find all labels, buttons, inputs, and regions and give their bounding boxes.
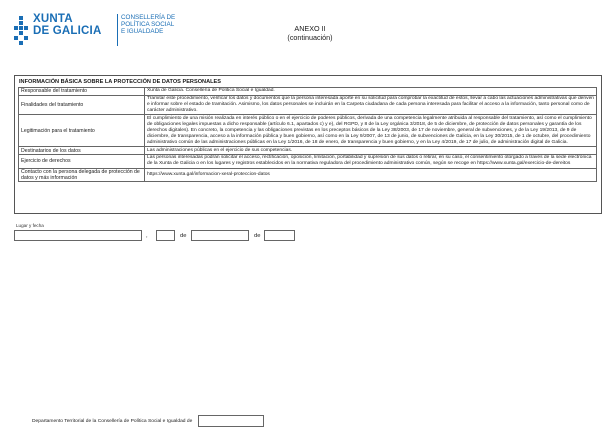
footer-department-field[interactable] xyxy=(198,415,264,427)
place-date-label: Lugar y fecha xyxy=(16,223,44,228)
place-field[interactable] xyxy=(14,230,142,241)
row-header: Contacto con la persona delegada de protección de datos y más información xyxy=(19,168,145,182)
logo-dept-line: POLÍTICA SOCIAL xyxy=(121,21,175,29)
row-header: Finalidades del tratamiento xyxy=(19,95,145,115)
data-protection-table xyxy=(18,87,597,182)
row-value: Xunta de Galicia. Consellería de Política Social e Igualdad. xyxy=(145,88,597,96)
logo-line-xunta: XUNTA xyxy=(33,13,73,25)
table-row xyxy=(19,154,597,168)
row-value: Las personas interesadas podrán solicitar el acceso, rectificación, oposición, limitación, portabilidad y supresión de sus datos o retirar, en su caso, el consentimiento otorgado a través de la sede electrónica de la Xunta de Galicia o en los lugares y registros establecidos en la normativa reguladora del procedimiento administrativo común, según se recoge en https://www.xunta.gal/exercicio-de-dereitos xyxy=(145,154,597,168)
table-row xyxy=(19,115,597,147)
data-protection-section xyxy=(14,75,602,214)
annex-heading xyxy=(230,24,390,42)
day-field[interactable] xyxy=(156,230,175,241)
row-header: Ejercicio de derechos xyxy=(19,154,145,168)
logo-department xyxy=(121,14,175,36)
xunta-cross-icon xyxy=(14,16,28,46)
table-row xyxy=(19,95,597,115)
row-header: Legitimación para el tratamiento xyxy=(19,115,145,147)
table-row xyxy=(19,147,597,155)
month-field[interactable] xyxy=(191,230,249,241)
table-row xyxy=(19,168,597,182)
footer-department-label: Departamento Territorial de la Consellería de Política Social e Igualdad de xyxy=(32,419,193,424)
logo-divider xyxy=(117,14,118,46)
row-header: Destinatarios de los datos xyxy=(19,147,145,155)
comma-separator: , xyxy=(146,233,148,239)
annex-subtitle: (continuación) xyxy=(287,33,333,42)
annex-title: ANEXO II xyxy=(294,24,326,33)
year-field[interactable] xyxy=(264,230,295,241)
xunta-logo xyxy=(14,13,176,50)
row-value: Las administraciones públicas en el ejercicio de sus competencias. xyxy=(145,147,597,155)
table-row xyxy=(19,88,597,96)
logo-line-galicia: DE GALICIA xyxy=(33,25,102,37)
logo-dept-line: CONSELLERÍA DE xyxy=(121,14,176,21)
row-header: Responsable del tratamiento xyxy=(19,88,145,96)
de-separator-1: de xyxy=(180,233,187,239)
de-separator-2: de xyxy=(254,233,261,239)
data-protection-title: INFORMACIÓN BÁSICA SOBRE LA PROTECCIÓN DE DATOS PERSONALES xyxy=(19,79,222,85)
row-value: https://www.xunta.gal/informacion-xeral-proteccion-datos xyxy=(145,168,597,182)
logo-dept-line: E IGUALDADE xyxy=(121,28,164,36)
row-value: Tramitar este procedimiento, verificar los datos y documentos que la persona interesada aporte en su solicitud para comprobar la exactitud de estos, llevar a cabo las actuaciones administrativas que deriven e informar sobre el estado de tramitación. Asimismo, los datos personales se incluirán en la Carpeta ciudadana de cada persona interesada para facilitar el acceso a la información, tanto personal como de carácter administrativo. xyxy=(145,95,597,115)
row-value: El cumplimiento de una misión realizada en interés público o en el ejercicio de poderes públicos, derivada de una competencia legalmente atribuida al responsable del tratamiento, así como el cumplimiento de obligaciones legales impuestas a dicho responsable (artículo 6.1, apartados c) y e), del RGPD, y 8 de la Ley orgánica 3/2018, de 5 de diciembre, de protección de datos personales y garantía de los derechos digitales). En concreto, la competencia y las obligaciones previstas en los preceptos básicos de la Ley 38/2003, de 17 de noviembre, general de subvenciones, y de la Ley 19/2013, de 9 de diciembre, de transparencia, acceso a la información pública y buen gobierno, así como en la Ley 9/2007, de 13 de junio, de subvenciones de Galicia, en la Ley 30/2015, de 1 de octubre, del procedimiento administrativo común de las administraciones públicas en la Ley 1/2016, de 18 de enero, de transparencia y buen gobierno, y en la Ley 4/2019, de 17 de julio, de administración digital de Galicia. xyxy=(145,115,597,147)
